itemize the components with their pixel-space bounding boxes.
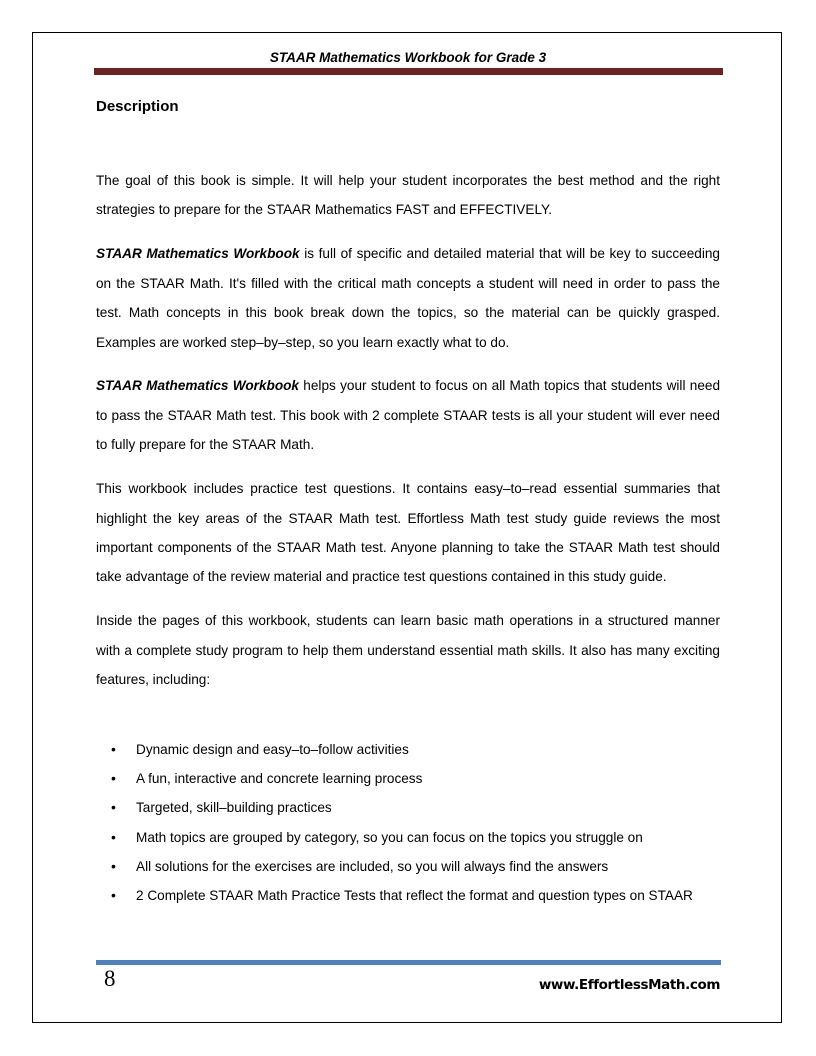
- list-item: [96, 793, 726, 822]
- list-item: [96, 852, 726, 881]
- paragraph-text: is full of specific and detailed material that will be key to succeeding on the STAAR Math. It's filled with the critical math concepts a student will need in order to pass the test. Math concepts in this book break down the topics, so the material can be quickly grasped. Examples are worked step–by–step, so you learn exactly what to do.: [96, 246, 720, 350]
- list-item: [96, 735, 726, 764]
- list-item-text: Dynamic design and easy–to–follow activities: [136, 742, 409, 757]
- list-item-text: Math topics are grouped by category, so you can focus on the topics you struggle on: [136, 829, 643, 845]
- bullet-icon: •: [111, 799, 116, 816]
- page-number: 8: [104, 966, 116, 991]
- list-item: [96, 881, 726, 910]
- bullet-icon: •: [111, 741, 116, 757]
- bullet-icon: •: [111, 828, 116, 845]
- running-header: STAAR Mathematics Workbook for Grade 3: [269, 50, 547, 65]
- section-heading: Description: [96, 98, 179, 115]
- book-title-emphasis: STAAR Mathematics Workbook: [96, 378, 299, 394]
- feature-list: [96, 735, 726, 910]
- paragraph-workbook-focus: [96, 371, 720, 459]
- list-item-text: A fun, interactive and concrete learning process: [136, 771, 423, 787]
- bullet-icon: •: [111, 857, 116, 874]
- paragraph-features-intro: Inside the pages of this workbook, students can learn basic math operations in a structured manner with a complete study program to help them understand essential math skills. It also has many exciting features, including:: [96, 613, 720, 688]
- book-title-emphasis: STAAR Mathematics Workbook: [96, 246, 300, 262]
- footer-rule: [96, 960, 721, 965]
- paragraph-workbook-content: [96, 239, 720, 357]
- list-item-text: Targeted, skill–building practices: [136, 800, 332, 816]
- paragraph-practice: This workbook includes practice test questions. It contains easy–to–read essential summaries that highlight the key areas of the STAAR Math test. Effortless Math test study guide reviews the most important components of the STAAR Math test. Anyone planning to take the STAAR Math test should take advantage of the review material and practice test questions contained in this study guide.: [96, 481, 720, 585]
- paragraph-goal: The goal of this book is simple. It will help your student incorporates the best method and the right strategies to prepare for the STAAR Mathematics FAST and EFFECTIVELY.: [96, 173, 720, 218]
- list-item-text: 2 Complete STAAR Math Practice Tests that reflect the format and question types on STAAR: [136, 888, 693, 904]
- list-item-text: All solutions for the exercises are included, so you will always find the answers: [136, 858, 609, 874]
- paragraph-text: helps your student to focus on all Math topics that students will need to pass the STAAR Math test. This book with 2 complete STAAR tests is all your student will ever need to fully prepare for the STAAR Math.: [96, 378, 721, 453]
- bullet-icon: •: [111, 770, 116, 787]
- footer-website: www.EffortlessMath.com: [538, 977, 720, 993]
- bullet-icon: •: [111, 887, 116, 904]
- list-item: [96, 823, 726, 852]
- list-item: [96, 764, 726, 793]
- body-text: [96, 166, 720, 709]
- header-rule: [94, 68, 723, 75]
